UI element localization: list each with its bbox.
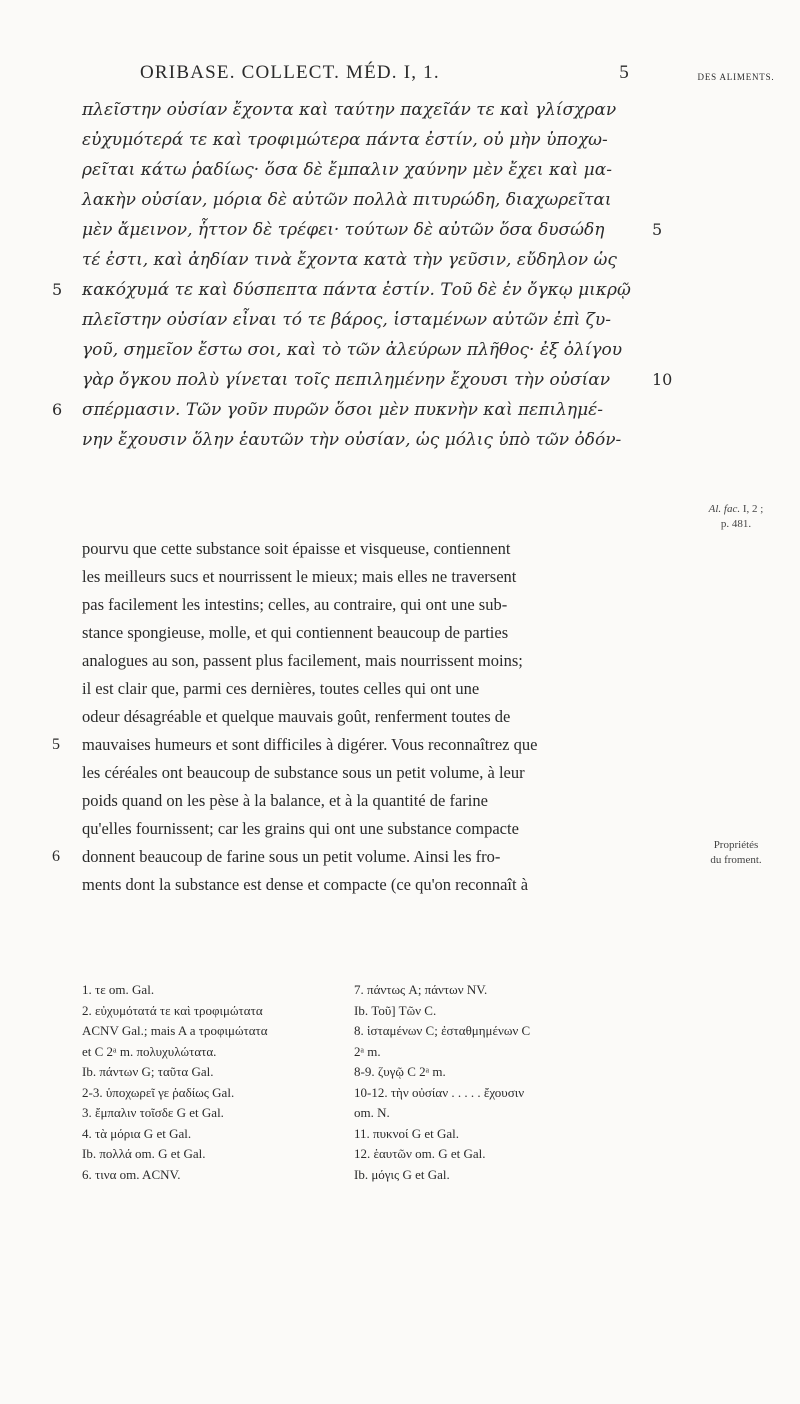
footnote: 6. τινα om. ACNV.: [82, 1166, 181, 1182]
footnote: 2-3. ὑποχωρεῖ γε ῥαδίως Gal.: [82, 1084, 235, 1100]
french-line: [82, 815, 634, 843]
footnote: Ib. μόγις G et Gal.: [354, 1166, 450, 1182]
greek-line: [52, 275, 632, 305]
greek-line-text: ρεῖται κάτω ῥαδίως· ὅσα δὲ ἔμπαλιν χαύνην μὲν ἔχει καὶ μα-: [82, 160, 612, 180]
french-line: [82, 703, 634, 731]
french-line-text: pourvu que cette substance soit épaisse et visqueuse, contiennent: [82, 539, 511, 558]
greek-line: [82, 155, 632, 185]
footnote: Ib. Τοῦ] Τῶν C.: [354, 1002, 437, 1018]
french-line-text: pas facilement les intestins; celles, au contraire, qui ont une sub-: [82, 595, 508, 614]
line-number: 10: [652, 370, 673, 389]
french-line-text: analogues au son, passent plus facilement, mais nourrissent moins;: [82, 651, 523, 670]
paragraph-number: 5: [52, 280, 63, 299]
greek-line: [82, 305, 632, 335]
topic-line-2: du froment.: [710, 854, 762, 866]
footnote: ACNV Gal.; mais A a τροφιμώτατα: [82, 1023, 268, 1038]
french-line-text: poids quand on les pèse à la balance, et à la quantité de farine: [82, 791, 488, 810]
page-number: 5: [619, 62, 630, 83]
greek-line-text: πλεῖστην οὐσίαν εἶναι τό τε βάρος, ἱσταμένων αὐτῶν ἐπὶ ζυ-: [82, 310, 611, 330]
greek-line-text: τέ ἐστι, καὶ ἀηδίαν τινὰ ἔχοντα κατὰ τὴν γεῦσιν, εὔδηλον ὡς: [82, 250, 617, 270]
line-number: 5: [652, 220, 663, 239]
greek-line: [82, 95, 632, 125]
footnote: 11. πυκνοί G et Gal.: [354, 1125, 459, 1141]
french-line: [52, 843, 634, 871]
greek-line-text: μὲν ἄμεινον, ἧττον δὲ τρέφει· τούτων δὲ αὐτῶν ὅσα δυσώδη: [82, 220, 605, 240]
french-line-text: il est clair que, parmi ces dernières, toutes celles qui ont une: [82, 679, 480, 698]
footnote: 8-9. ζυγῷ C 2ᵃ m.: [354, 1064, 446, 1079]
margin-topic-note: [676, 838, 796, 868]
footnote: 3. ἔμπαλιν τοῖσδε G et Gal.: [82, 1105, 224, 1120]
greek-line-text: εὐχυμότερά τε καὶ τροφιμώτερα πάντα ἐστίν, οὐ μὴν ὑποχω-: [82, 130, 608, 150]
footnote: 12. ἑαυτῶν om. G et Gal.: [354, 1146, 486, 1161]
french-line-text: stance spongieuse, molle, et qui contiennent beaucoup de parties: [82, 623, 509, 642]
greek-line: [82, 215, 663, 245]
greek-line-text: πλεῖστην οὐσίαν ἔχοντα καὶ ταύτην παχεῖάν τε καὶ γλίσχραν: [82, 100, 617, 120]
greek-text-block: [52, 95, 673, 455]
french-line: [82, 535, 634, 563]
footnote: et C 2ᵃ m. πολυχυλώτατα.: [82, 1043, 217, 1059]
greek-line: [82, 365, 673, 395]
greek-line: [52, 395, 632, 425]
french-line: [82, 563, 634, 591]
french-line: [82, 871, 634, 899]
footnote: Ib. πάντων G; ταῦτα Gal.: [82, 1064, 214, 1079]
french-line-text: mauvaises humeurs et sont difficiles à digérer. Vous reconnaîtrez que: [82, 735, 538, 754]
running-title: ORIBASE. COLLECT. MÉD. I, 1.: [140, 62, 440, 83]
french-line-text: les céréales ont beaucoup de substance sous un petit volume, à leur: [82, 763, 525, 782]
greek-line: [82, 125, 632, 155]
french-line-text: les meilleurs sucs et nourrissent le mieux; mais elles ne traversent: [82, 567, 517, 586]
greek-line-text: γοῦ, σημεῖον ἔστω σοι, καὶ τὸ τῶν ἀλεύρων πλῆθος· ἐξ ὀλίγου: [82, 340, 623, 360]
greek-line-text: γὰρ ὄγκου πολὺ γίνεται τοῖς πεπιλημένην ἔχουσι τὴν οὐσίαν: [82, 370, 611, 390]
margin-reference: [676, 502, 796, 532]
footnote: 7. πάντως A; πάντων NV.: [354, 982, 488, 997]
french-line: [82, 759, 634, 787]
greek-line-text: σπέρμασιν. Τῶν γοῦν πυρῶν ὅσοι μὲν πυκνὴν καὶ πεπιλημέ-: [82, 400, 604, 420]
paragraph-number: 6: [52, 848, 60, 865]
french-line: [82, 591, 634, 619]
french-line-text: odeur désagréable et quelque mauvais goût, renferment toutes de: [82, 707, 511, 726]
french-line: [82, 787, 634, 815]
reference-page: p. 481.: [720, 518, 752, 530]
greek-line: [82, 425, 632, 455]
paragraph-number: 5: [52, 736, 60, 753]
topic-line-1: Propriétés: [713, 839, 759, 851]
greek-line: [82, 335, 632, 365]
greek-line-text: λακὴν οὐσίαν, μόρια δὲ αὐτῶν πολλὰ πιτυρώδη, διαχωρεῖται: [82, 190, 612, 210]
greek-line-text: νην ἔχουσιν ὅλην ἑαυτῶν τὴν οὐσίαν, ὡς μόλις ὑπὸ τῶν ὀδόν-: [82, 430, 622, 450]
french-line-text: ments dont la substance est dense et compacte (ce qu'on reconnaît à: [82, 875, 529, 894]
french-translation-block: [52, 535, 634, 899]
greek-line-text: κακόχυμά τε καὶ δύσπεπτα πάντα ἐστίν. Τοῦ δὲ ἐν ὄγκῳ μικρῷ: [82, 280, 631, 300]
paragraph-number: 6: [52, 400, 63, 419]
french-line: [52, 731, 634, 759]
footnote: 2ᵃ m.: [354, 1043, 381, 1059]
footnote: 8. ἱσταμένων C; ἐσταθμημένων C: [354, 1023, 531, 1038]
footnote: om. N.: [354, 1105, 390, 1120]
greek-line: [82, 245, 632, 275]
footnote: Ib. πολλά om. G et Gal.: [82, 1146, 206, 1161]
french-line: [82, 619, 634, 647]
reference-locus: I, 2 ;: [740, 503, 764, 515]
footnote: 4. τὰ μόρια G et Gal.: [82, 1125, 192, 1141]
footnote: 2. εὐχυμότατά τε καὶ τροφιμώτατα: [82, 1002, 263, 1018]
french-line-text: donnent beaucoup de farine sous un petit volume. Ainsi les fro-: [82, 847, 501, 866]
french-line: [82, 647, 634, 675]
footnotes-right-column: [354, 980, 644, 1185]
footnote: 10-12. τὴν οὐσίαν . . . . . ἔχουσιν: [354, 1084, 525, 1100]
french-line: [82, 675, 634, 703]
greek-line: [82, 185, 632, 215]
french-line-text: qu'elles fournissent; car les grains qui ont une substance compacte: [82, 819, 519, 838]
footnotes-left-column: [82, 980, 350, 1185]
reference-work: Al. fac.: [708, 503, 741, 515]
footnote: 1. τε om. Gal.: [82, 982, 155, 997]
section-label: DES ALIMENTS.: [697, 72, 775, 82]
